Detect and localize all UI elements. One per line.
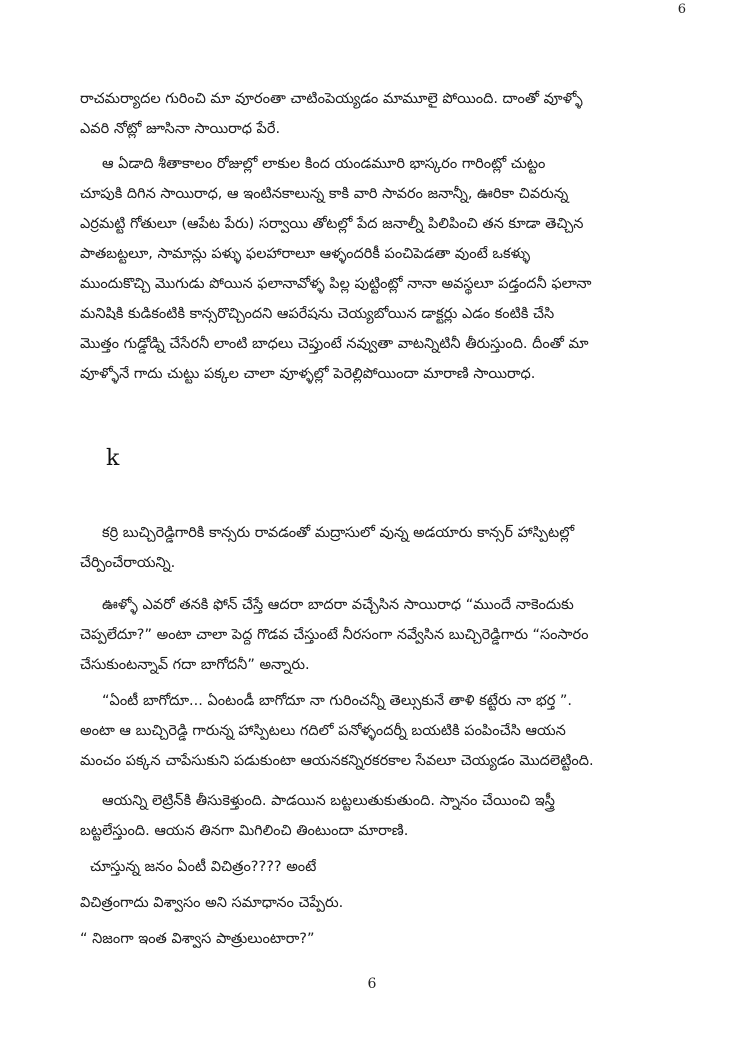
text-line: ఎవరి నోట్లో జూసినా సాయిరాధ పేరే. xyxy=(80,121,281,137)
section-marker: k xyxy=(106,446,120,471)
page-number-top: 6 xyxy=(677,2,686,17)
text-line: మనిషికి కుడికంటికి కాన్సరొచ్చిందని ఆపరేషను చెయ్యబోయిన డాక్టర్లు ఎడం కంటికి చేసి xyxy=(80,306,555,322)
text-line: మంచం పక్కన చాపేసుకుని పడుకుంటా ఆయనకన్నిరకరకాల సేవలూ చెయ్యడం మొదలెట్టింది. xyxy=(80,753,594,769)
text-line: “ నిజంగా ఇంత విశ్వాస పాత్రులుంటారా?” xyxy=(80,931,315,947)
text-line: ఆ ఏడాది శీతాకాలం రోజుల్లో లాకుల కింద యండమూరి భాస్కరం గారింట్లో చుట్టం xyxy=(102,156,546,172)
text-line: చూపుకి దిగిన సాయిరాధ, ఆ ఇంటినకాలున్న కాకి వారి సావరం జనాన్నీ, ఊరికా చివరున్న xyxy=(80,186,569,202)
text-line: అంటా ఆ బుచ్చిరెడ్డి గారున్న హాస్పిటలు గదిలో పనోళ్ళందర్నీ బయటికి పంపించేసి ఆయన xyxy=(80,723,566,739)
text-line: మొత్తం గుడ్డోడ్ని చేసేరనీ లాంటి బాధలు చెప్తుంటే నవ్వుతా వాటన్నిటినీ తీరుస్తుంది. దీంతో మా xyxy=(80,336,589,352)
page-number-bottom: 6 xyxy=(367,976,377,992)
text-line: బట్టలేస్తుంది. ఆయన తినగా మిగిలించి తింటుందా మారాణి. xyxy=(80,823,409,839)
text-line: ముందుకొచ్చి మొగుడు పోయిన ఫలానావోళ్ళ పిల్ల పుట్టింట్లో నానా అవస్థలూ పడ్తందనీ ఫలానా xyxy=(80,276,592,292)
text-line: పాతబట్టలూ, సామాన్లు పళ్ళు ఫలహారాలూ ఆళ్ళందరికీ పంచిపెడతా వుంటే ఒకళ్ళు xyxy=(80,246,531,262)
text-line: ఊళ్ళో ఎవరో తనకి ఫోన్ చేస్తే ఆదరా బాదరా వచ్చేసిన సాయిరాధ “ముందే నాకెందుకు xyxy=(102,597,574,613)
text-line: చెప్పలేదూ?” అంటా చాలా పెద్ద గొడవ చేస్తుంటే నీరసంగా నవ్వేసిన బుచ్చిరెడ్డిగారు “సంసారం xyxy=(80,627,589,643)
text-line: వూళ్ళోనే గాదు చుట్టు పక్కల చాలా వూళ్ళల్లో పెరెల్లిపోయిందా మారాణి సాయిరాధ. xyxy=(80,366,536,382)
text-line: విచిత్రంగాదు విశ్వాసం అని సమాధానం చెప్పేరు. xyxy=(80,895,344,911)
text-line: కర్రి బుచ్చిరెడ్డిగారికి కాన్సరు రావడంతో మద్రాసులో వున్న అడయారు కాన్సర్ హాస్పిటల్లో xyxy=(102,525,575,541)
text-line: ఆయన్ని లెట్రిన్‌కి తీసుకెళ్తుంది. పాడయిన బట్టలుతుకుతుంది. స్నానం చేయించి ఇస్త్రీ xyxy=(102,793,555,809)
text-line: “ఏంటీ బాగోదూ... ఏంటండీ బాగోదూ నా గురించన్నీ తెల్సుకునే తాళి కట్టేరు నా భర్త ”. xyxy=(102,693,573,709)
text-line: రాచమర్యాదల గురించి మా వూరంతా చాటింపెయ్యడం మామూలై పోయింది. దాంతో వూళ్ళో xyxy=(80,91,583,107)
text-line: చేసుకుంటన్నావ్ గదా బాగోదనీ” అన్నారు. xyxy=(80,657,310,673)
text-line: ఎర్రమట్టి గోతులూ (ఆపేట పేరు) సర్వాయి తోటల్లో పేద జనాల్నీ పిలిపించి తన కూడా తెచ్చిన xyxy=(80,216,584,232)
text-line: చూస్తున్న జనం ఏంటీ విచిత్రం???? అంటే xyxy=(90,859,317,875)
text-line: చేర్పించేరాయన్ని. xyxy=(80,555,176,571)
